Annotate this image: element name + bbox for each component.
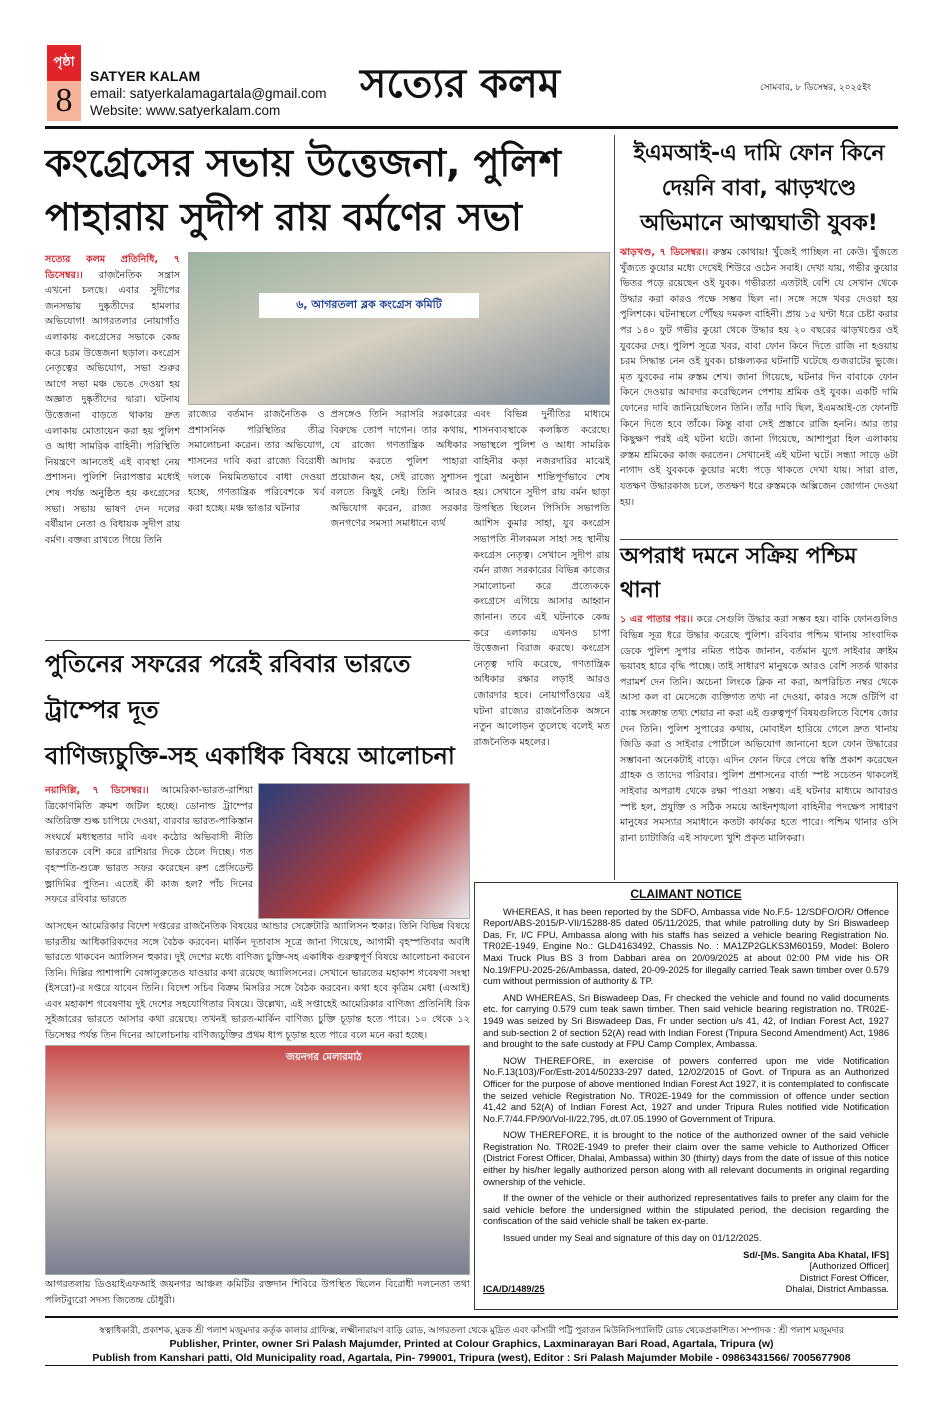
putin-top-row bbox=[45, 783, 470, 919]
notice-office-1: District Forest Officer, bbox=[799, 1272, 889, 1283]
officials-photo bbox=[258, 783, 470, 919]
imprint-bengali: স্বত্বাধিকারী, প্রকাশক, মুদ্রক শ্রী পলাশ মজুমদার কর্তৃক কালার গ্রাফিক্স, লক্ষ্মীনারায়ণ বাড়ি রোড, আগরতলা থেকে মুদ্রিত এবং কাঁসারী পট্টি পুরাতন মিউনিসিপ্যালিটি রোড থেকেপ্রকাশিত। সম্পাদক : শ্রী পলাশ মজুমদার bbox=[99, 1325, 844, 1335]
putin-story bbox=[45, 640, 470, 1040]
dateline: সত্যের কলম প্রতিনিধি, ৭ ডিসেম্বর।। bbox=[45, 254, 180, 281]
masthead: সত্যের কলম bbox=[360, 60, 561, 107]
imprint-line-2: Publish from Kanshari patti, Old Municipality road, Agartala, Pin- 799001, Tripura (west), Editor : Sri Palash Majumder Mobile - 09863431566/ 7005677908 bbox=[45, 1351, 898, 1366]
putin-headline-line-2: বাণিজ্যচুক্তি-সহ একাধিক বিষয়ে আলোচনা bbox=[45, 742, 455, 770]
website: Website: www.satyerkalam.com bbox=[90, 103, 281, 118]
dateline: নয়াদিল্লি, ৭ ডিসেম্বর।। bbox=[45, 785, 149, 796]
dateline: ১ এর পাতার পর।। bbox=[620, 614, 694, 626]
notice-paragraph: AND WHEREAS, Sri Biswadeep Das, Fr checked the vehicle and found no valid documents etc. for carrying 0.579 cum teak sawn timber. Then said vehicle bearing registration no. TR02E-1949 was seized by Sri Biswadeep Das, Fr under section u/s 41, 42, of Indian Forest Act, 1927 and sub-section 2 of section 52(A) read with Indian Forest (Tripura Second Amendment) Act, 1986 and brought to the safe custody at FPU Camp Complex, Ambassa. bbox=[483, 992, 889, 1050]
lead-column-2: রাজ্যের বর্তমান রাজনৈতিক ও প্রশাসনিক পরিস্থিতির তীব্র সমালোচনা করেন। তার অভিযোগ, শাসনের দাবি করা রাজ্যে বিরোধী দলকে নিয়মিতভাবে বাধা দেওয়া হচ্ছে, গণতান্ত্রিক পরিবেশকে খর্ব করা হচ্ছে। মঞ্চ ভাঙার ঘটনার bbox=[188, 409, 325, 514]
putin-article-part-2: আসছেন আমেরিকার বিদেশ দপ্তরের রাজনৈতিক বিষয়ের আন্ডার সেক্রেটারি অ্যালিসন হুকার। তিনি বিভিন্ন বিষয়ে ভারতীয় আধিকারিকদের সঙ্গে বৈঠক করবেন। মার্কিন দূতাবাস সূত্রে জানা গিয়েছে, আগামী বৃহস্পতিবার অবধি ভারতে থাকবেন অ্যালিসন হুকার। দুই দেশের মধ্যে বাণিজ্য চুক্তি-সহ একাধিক গুরুত্বপূর্ণ বিষয়ে আলোচনা করবেন তিনি। দিল্লির পাশাপাশি বেঙ্গালুরুতেও যাওয়ার কথা রয়েছে অ্যালিসনের। সেখানে ভারতের মহাকাশ গবেষণা সংস্থা (ইসরো)-র দপ্তরে যাবেন তিনি। বিদেশ সচিব বিক্রম মিসরির সঙ্গে বৈঠক করবেন। কথা হবে কৃত্রিম মেধা (এআই) এবং মহাকাশ গবেষণায় দুই দেশের সহযোগিতার বিষয়ে। উল্লেখ্য, এই সপ্তাহেই আমেরিকার বাণিজ্য প্রতিনিধি রিক সুইজারের ভারতে আসার কথা রয়েছে। তখনই ভারত-মার্কিন বাণিজ্য চুক্তি চূড়ান্ত হতে পারে। ১০ থেকে ১২ ডিসেম্বর পর্যন্ত তিন দিনের আলোচনায় বাণিজ্যচুক্তির প্রথম ধাপ চূড়ান্ত হতে পারে বলে মনে করা হচ্ছে। bbox=[45, 920, 470, 1042]
imprint-footer bbox=[45, 1316, 898, 1366]
imprint-line-1: Publisher, Printer, owner Sri Palash Majumder, Printed at Colour Graphics, Laxminarayan Bari Road, Agartala, Tripura (w) bbox=[169, 1338, 774, 1350]
page-number: 8 bbox=[47, 81, 81, 121]
blood-donation-photo bbox=[45, 1045, 470, 1275]
article-text: রাজনৈতিক সন্ত্রাস এখনো চলছে। এবার সুদীপের জনসভায় দুষ্কৃতীদের হামলার অভিযোগ! আগরতলার নোয়াগাঁও এলাকায় কংগ্রেসের সভাকে কেন্দ্র করে চরম উত্তেজনা ছড়াল। কংগ্রেস নেতৃত্বের অভিযোগ, সভা শুরুর আগে সভা মঞ্চ ভেঙে দেওয়া হয় অজ্ঞাত দুষ্কৃতীদের দ্বারা। ঘটনায় উত্তেজনা বাড়তে থাকায় দ্রুত এলাকায় মোতায়েন করা হয় পুলিশ ও আধা সামরিক বাহিনী। পরিস্থিতি নিয়ন্ত্রণে আনতেই এই ব্যবস্থা নেয় প্রশাসন। পুলিশি নিরাপত্তার মধ্যেই শেষ পর্যন্ত অনুষ্ঠিত হয় কংগ্রেসের সভা। সভায় ভাষণ দেন দলের বর্ষীয়ান নেতা ও বিধায়ক সুদীপ রায় বর্মণ। বক্তব্য রাখতে গিয়ে তিনি bbox=[45, 269, 180, 546]
notice-signatory: Sd/-[Ms. Sangita Aba Khatal, IFS] bbox=[743, 1249, 889, 1260]
notice-paragraph: If the owner of the vehicle or their authorized representatives fails to prefer any claim for the said vehicle before the undersigned within the stipulated period, the decision regarding the confiscation of the said vehicle shall be taken ex-parte. bbox=[483, 1193, 889, 1227]
notice-role: [Authorized Officer] bbox=[809, 1261, 889, 1272]
notice-ref: ICA/D/1489/25 bbox=[483, 1284, 545, 1295]
email: email: satyerkalamagartala@gmail.com bbox=[90, 86, 327, 101]
lead-headline-line-1: কংগ্রেসের সভায় উত্তেজনা, পুলিশ bbox=[45, 141, 562, 185]
article-text: করে সেগুলি উদ্ধার করা সম্ভব হয়। বাকি ফোনগুলিও বিভিন্ন সূত্র ধরে উদ্ধার করেছে পুলিশ। রবিবার পশ্চিম থানায় সাংবাদিক ডেকে পুলিশ সুপার নমিত পাঠক জানান, বর্তমান যুগে সাইবার ক্রাইম ভয়াবহ হারে বৃদ্ধি পাচ্ছে। তাই সাধারণ মানুষকে আরও বেশি সতর্ক থাকার পরামর্শ দেন তিনি। অচেনা লিংকে ক্লিক না করা, অপরিচিত নম্বর থেকে আসা কল বা মেসেজে ব্যক্তিগত তথ্য না দেওয়া, কারও সঙ্গে ওটিপি বা ব্যাঙ্ক সংক্রান্ত তথ্য শেয়ার না করা এই গুরুত্বপূর্ণ বিষয়গুলিতে বিশেষ জোর দেন তিনি। পুলিশ সুপারের কথায়, মোবাইল হারিয়ে গেলে দ্রুত থানায় জিডি করা ও সাইবার পোর্টালে অভিযোগ জানানো হলে ফোন উদ্ধারের সম্ভাবনা অনেকটাই বাড়ে। এদিন ফোন ফিরে পেয়ে স্বস্তি প্রকাশ করেছেন গ্রাহক ও তাদের পরিবার। পুলিশ প্রশাসনের বার্তা স্পষ্ট সচেতন থাকলেই সাইবার অপরাধ থেকে রক্ষা পাওয়া সম্ভব। এই ঘটনার মাধ্যমে আবারও স্পষ্ট হল, প্রযুক্তি ও সঠিক সময়ে আইনশৃঙ্খলা বাহিনীর পদক্ষেপ সাধারণ মানুষের সমস্যার সমাধানে কতটা কার্যকর হতে পারে। পশ্চিম থানার ওসি রানা চ্যাটার্জির এই সাফল্যে খুশি প্রকৃত মালিকরা। bbox=[620, 614, 898, 844]
putin-article-part-1 bbox=[45, 783, 253, 919]
notice-title: CLAIMANT NOTICE bbox=[630, 887, 742, 901]
photo-banner: জয়নগর মেলারমাঠ bbox=[286, 1052, 362, 1063]
header-rule bbox=[45, 126, 898, 129]
congress-meeting-photo bbox=[188, 252, 610, 405]
notice-paragraph: WHEREAS, it has been reported by the SDFO, Ambassa vide No.F.5- 12/SDFO/OR/ Offence Report/ABS-2015/P-VII/15288-85 dated 05/11/2025, that while patrolling duty by Sri Biswadeep Das, Fr, I/C FPU, Ambassa along with his staffs has seized a vehicle bearing Registration No. TR02E-1949, Engine No.: GLD4163492, Chassis No. : MA1ZP2GLKS3M60159, Model: Bolero Maxi Truck Plus BS 3 from Dabbari area on 20/09/2025 at about 02:00 PM vide his OR No.19/FPU-2025-26/Ambassa, dated, 20-09-2025 for illegally carried Teak sawn timber over 0.579 cum without permission of authority & TP. bbox=[483, 906, 889, 987]
lead-column-4: এবং বিভিন্ন দুর্নীতির মাধ্যমে শাসনব্যবস্থাকে কলঙ্কিত করেছে। সভাস্থলে পুলিশ ও আধা সামরিক বাহিনীর কড়া নজরদারির মাঝেই পুরো অনুষ্ঠান শান্তিপূর্ণভাবে শেষ হয়। সেখানে সুদীপ রায় বর্মন ছাড়া উপস্থিত ছিলেন পিসিসি সভাপতি আশিস কুমার সাহা, যুব কংগ্রেস সভাপতি নীলকমল সাহা সহ স্থানীয় কংগ্রেস নেতৃত্ব। সেখানে সুদীপ রায় বর্মন রাজ্য সরকারের বিভিন্ন কাজের সমালোচনা করে প্রত্যেককে কংগ্রেসে এগিয়ে আসার আহ্বান জানান। তবে এই ঘটনাকে কেন্দ্র করে এলাকায় এখনও চাপা উত্তেজনা বিরাজ করছে। কংগ্রেস নেতৃত্ব দাবি করেছে, গণতান্ত্রিক অধিকার রক্ষার লড়াই আরও জোরদার হবে। নোয়াগাঁওয়ের এই ঘটনা রাজ্যের রাজনৈতিক অঙ্গনে নতুন আলোড়ন তুলেছে বলেই মত রাজনৈতিক মহলের। bbox=[473, 409, 611, 748]
lead-headline-line-2: পাহারায় সুদীপ রায় বর্মণের সভা bbox=[45, 195, 522, 239]
brand-block bbox=[90, 68, 327, 119]
putin-headline bbox=[45, 641, 470, 779]
article-text: আমেরিকা-ভারত-রাশিয়া ত্রিকোণমিতি ক্রমশ জটিল হচ্ছে। ডোনাল্ড ট্রাম্পের অতিরিক্ত শুল্ক চাপিয়ে দেওয়া, বারবার ভারত-পাকিস্তান সংঘর্ষে মধ্যস্থতার দাবি এবং কঠোর অভিবাসী নীতি ভারতকে বেশি করে রাশিয়ার দিকে ঠেলে দিচ্ছে। গত বৃহস্পতি-শুক্রে ভারত সফর করেছেন রুশ প্রেসিডেন্ট ভ্লাদিমির পুতিন। এতেই কী কাজ হল? পাঁচ দিনের সফরে রবিবার ভারতে bbox=[45, 785, 253, 906]
claimant-notice bbox=[474, 882, 898, 1310]
putin-headline-line-1: পুতিনের সফরের পরেই রবিবার ভারতে ট্রাম্পের দূত bbox=[45, 650, 411, 724]
dateline: ঝাড়খণ্ড, ৭ ডিসেম্বর।। bbox=[620, 247, 709, 258]
issue-date: সোমবার, ৮ ডিসেম্বর, ২০২৫ইং bbox=[760, 83, 871, 93]
lead-headline bbox=[45, 136, 610, 244]
column-divider bbox=[614, 135, 615, 880]
photo-banner: ৬, আগরতলা ব্লক কংগ্রেস কমিটি bbox=[259, 293, 479, 318]
side-headline: ইএমআই-এ দামি ফোন কিনে দেয়নি বাবা, ঝাড়খণ্ডে অভিমানে আত্মঘাতী যুবক! bbox=[633, 141, 885, 236]
page-label-badge: পৃষ্ঠা bbox=[47, 45, 81, 81]
notice-paragraph: Issued under my Seal and signature of this day on 01/12/2025. bbox=[503, 1233, 762, 1244]
lead-column-1 bbox=[45, 252, 180, 632]
notice-paragraph: NOW THEREFORE, in exercise of powers conferred upon me vide Notification No.F.13(103)/For/Estt-2014/50233-297 dated, 12/02/2015 of Govt. of Tripura as an Authorized Officer for the purpose of above mentioned Indian Forest Act 1927, it is contemplated to confiscate the seized vehicle Registration No. TR02E-1949 for the commission of offence under section 41,42 and 52(A) of Indian Forest Act, 1927 and under Tripura Rules notified vide Notification No.F.7/44.FP/90/Vol-II/22,795, dt.07.05.1990 of Government of Tripura. bbox=[483, 1055, 889, 1124]
side-article bbox=[620, 245, 898, 533]
lead-column-3: প্রসঙ্গেও তিনি সরাসরি সরকারের বিরুদ্ধে তোপ দাগেন। তার কথায়, যে রাজ্যে গণতান্ত্রিক অধিকার আদায় করতে পুলিশ পাহারা প্রয়োজন হয়, সেই রাজ্যে সুশাসন বলতে কিছুই নেই। তিনি আরও অভিযোগ করেন, রাজ্য সরকার জনগণের সমস্যা সমাধানে ব্যর্থ bbox=[330, 409, 468, 530]
brand-name: SATYER KALAM bbox=[90, 68, 201, 84]
west-thana-article bbox=[620, 612, 898, 880]
photo-caption: আগরতলায় ডিওয়াইএফআই জয়নগর আঞ্চল কমিটির রক্তদান শিবিরে উপস্থিত ছিলেন বিরোধী দলনেতা তথা পলিটব্যুরো সদস্য জিতেন্দ্র চৌধুরী। bbox=[45, 1279, 470, 1306]
article-text: রুস্তম কোথায়! খুঁজেই পাচ্ছিল না কেউ। খুঁজতে খুঁজতে কুয়োর মধ্যে দেখেই শিউরে ওঠেন সবাই। দেখা যায়, গভীর কুয়োর ভিতর পড়ে রয়েছেন ওই যুবক। গভীরতা এতটাই বেশি যে সেখান থেকে উদ্ধার করা কারও পক্ষে সম্ভব ছিল না। সঙ্গে সঙ্গে খবর দেওয়া হয় পুলিশকে। ঘটনাস্থলে পৌঁছয় দমকল বাহিনী। প্রায় ১৫ ঘণ্টা ধরে চেষ্টা করার পর ১৪০ ফুট গভীর কুয়ো থেকে উদ্ধার হয় ২০ বছরের ঝাড়খণ্ডের ওই যুবকের দেহ। পুলিশ সূত্রে খবর, বাবা ফোন কিনে দিতে রাজি না হওয়ায় চরম সিদ্ধান্ত নেন ওই যুবক। চাঞ্চল্যকর ঘটনাটি ঘটেছে গুজরাটের ভুজে। মৃত যুবকের নাম রুস্তম শেখ। জানা গিয়েছে, ঘটনার দিন বাবাকে ফোন কিনে দেওয়ার আবদার করেছিলেন পেশায় শ্রমিক ওই যুবক। একটি দামি ফোনের দাবি জানিয়েছিলেন তিনি। তাঁর দাবি ছিল, ইএমআই-তে ফোনটি কিনে দিতে হবে তাঁকে। কিন্তু বাবা সেই প্রস্তাবে রাজি হননি। আর তার কিছুক্ষণ পরই এই ঘটনা ঘটে। জানা গিয়েছে, আশাপুরা হিল এলাকায় রুস্তম শ্রমিকের কাজ করতেন। সেখানেই এই ঘটনা ঘটে। সন্ধ্যা সাড়ে ৬টা নাগাদ ওই যুবককে কুয়োর মধ্যে পড়ে থাকতে দেখা যায়। সারা রাত, যতক্ষণ উদ্ধারকাজ চলে, ততক্ষণ ধরে রুস্তমকে অক্সিজেন জোগান দেওয়া হয়। bbox=[620, 247, 898, 508]
right-column bbox=[620, 136, 898, 880]
notice-office-2: Dhalai, District Ambassa. bbox=[785, 1284, 889, 1295]
west-thana-headline: অপরাধ দমনে সক্রিয় পশ্চিম থানা bbox=[620, 539, 898, 608]
notice-paragraph: NOW THEREFORE, it is brought to the notice of the authorized owner of the said vehicle Registration No. TR02E-1949 to prefer their claim over the same vehicle to Authorized Officer (District Forest Officer, Dhalai, Ambassa) within 30 (thirty) days from the date of issue of this notice either by his/her legally authorized person along with all relevant documents in original regarding ownership of the vehicle. bbox=[483, 1130, 889, 1187]
